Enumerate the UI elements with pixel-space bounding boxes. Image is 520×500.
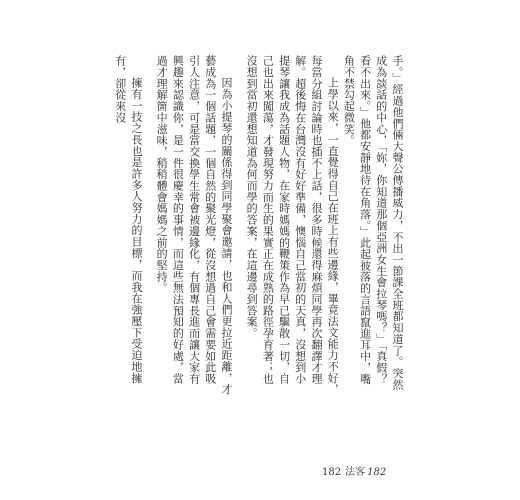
vertical-body-text (113, 55, 405, 395)
paragraph-3: 因為小提琴的關係得到同學聚會邀請，也和人們更拉近距離，才藝成為一個話題，一個自然的聚光燈，從沒想過自己會需要如此吸引人注意，可是當交換學生常會被邊緣化，有個專長進而讓大家有興趣來認識你，是一件很慶幸的事情，而這些無法預知的好處，當過才理解箇中滋味，稍稍體會媽媽之前的堅持。 (155, 55, 233, 395)
paragraph-1: 手。」經過他們倆大聲公傳播威力，不出一節課全班都知道了。突然成為談話的中心，「妳，你知道那個亞洲女生會拉琴嗎？」「真假？看不出來。」他都安靜地待在角落。」此起彼落的言語竄進耳中，嘴角不禁勾起微笑。 (342, 55, 404, 390)
paragraph-2: 上學以來，一直覺得自己在班上有些邊緣，畢竟法文能力不好，每當分組討論時也插不上話，很多時候還得麻煩同學再次翻譯才理解。超後悔在台灣沒有好好準備，懊惱自己當初的天真，沒想到小提琴讓我成為話題人物，在家時媽媽的鞭策作為早已驅散一切，自己也出來闖蕩，才發現努力而生的果實正在成熟的路徑孕育著；也沒想到當初還想知道為何而學的答案，在這邊尋到答案。 (245, 55, 340, 395)
page-footer (322, 463, 386, 478)
paragraph-4: 擁有一技之長也是許多人努力的目標，而我在強壓下受迫地擁有，卻從來沒 (113, 55, 143, 384)
running-title: 法客 (345, 467, 366, 478)
folio-number-italic: 182 (367, 467, 387, 478)
folio-number: 182 (322, 467, 342, 478)
